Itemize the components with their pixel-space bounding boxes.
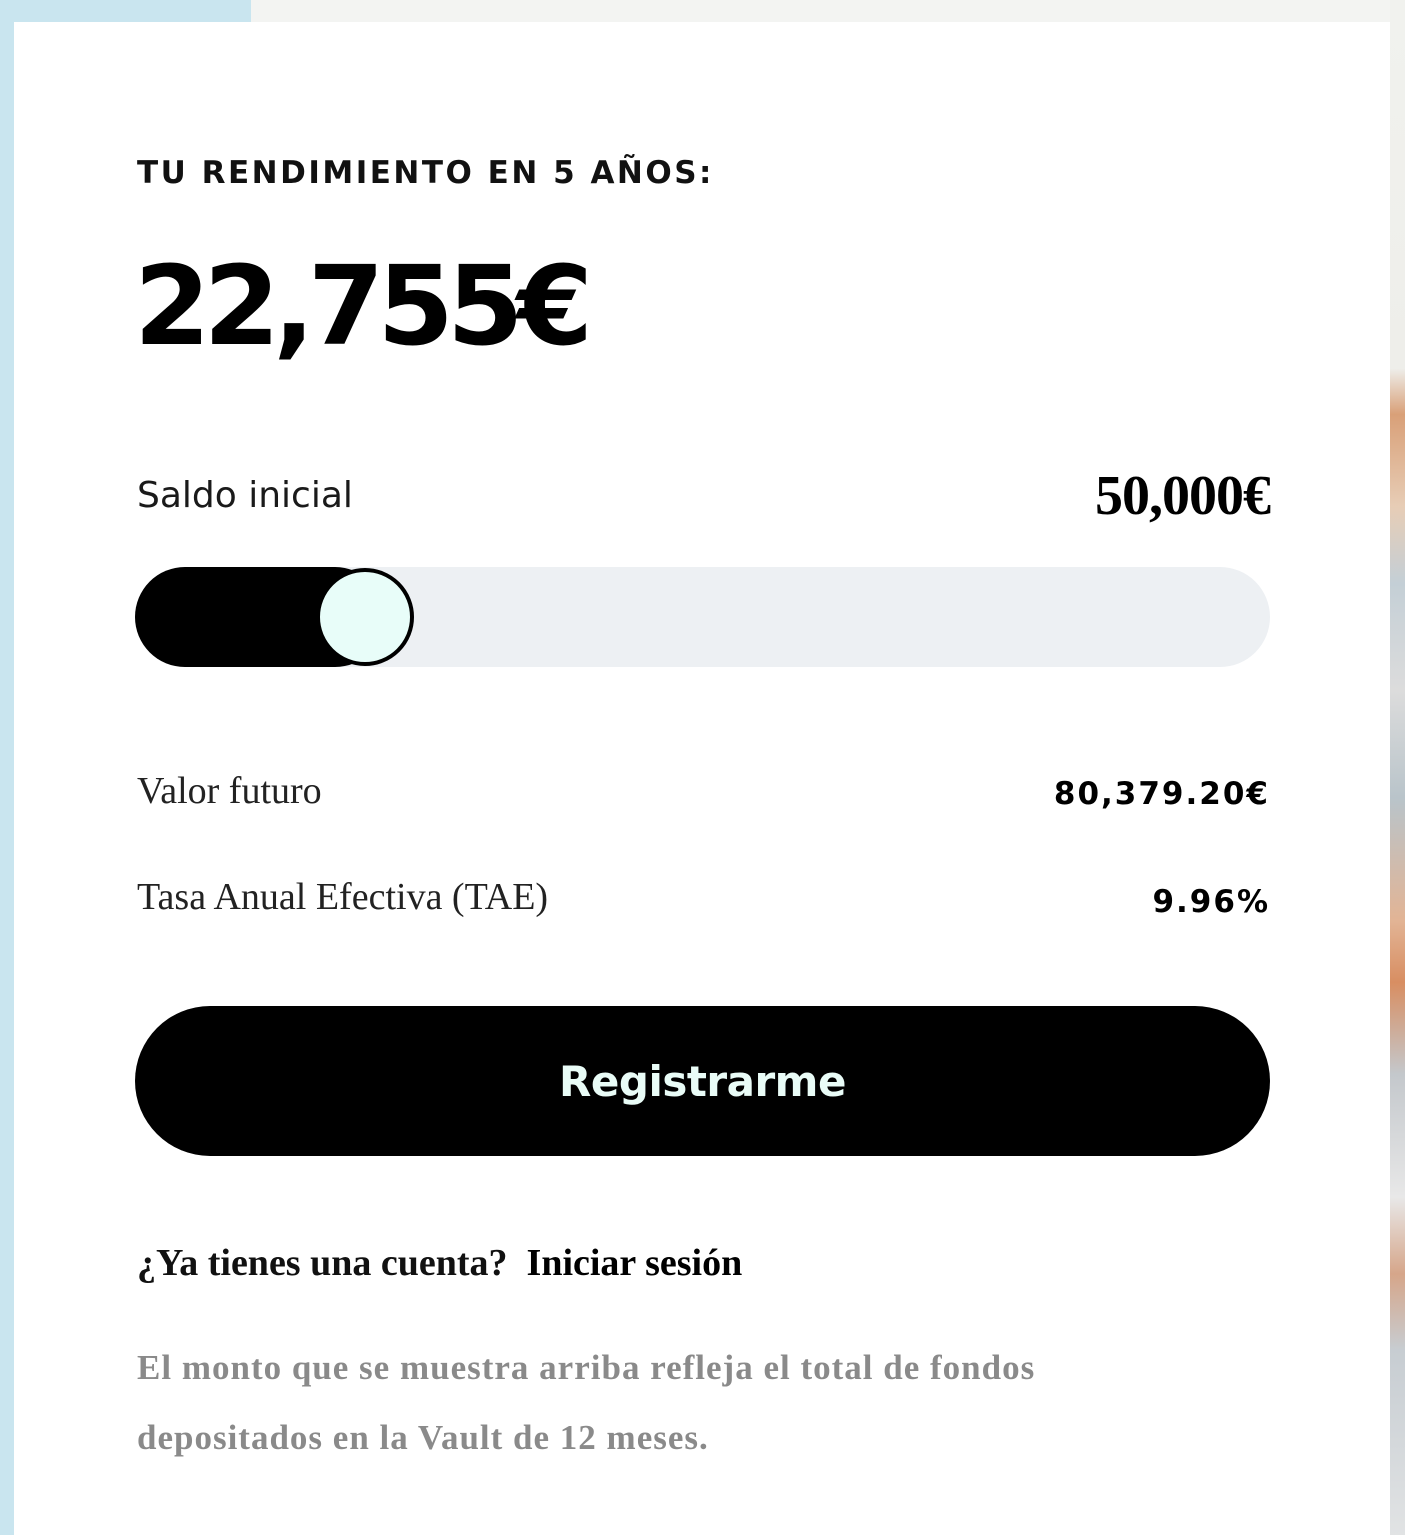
background-top-band — [0, 0, 251, 22]
slider-thumb[interactable] — [316, 568, 414, 666]
background-photo-edge — [1390, 0, 1405, 1535]
login-prompt: ¿Ya tienes una cuenta? — [137, 1242, 508, 1284]
apr-label: Tasa Anual Efectiva (TAE) — [137, 876, 549, 918]
register-button[interactable]: Registrarme — [135, 1006, 1270, 1156]
apr-value: 9.96% — [1152, 884, 1270, 920]
returns-heading: TU RENDIMIENTO EN 5 AÑOS: — [137, 155, 714, 191]
initial-balance-label: Saldo inicial — [137, 475, 353, 516]
future-value-amount: 80,379.20€ — [1053, 776, 1270, 812]
disclaimer — [137, 1333, 1137, 1473]
initial-balance-value: 50,000€ — [1095, 465, 1270, 527]
disclaimer-line-1: El monto que se muestra arriba refleja el total de fondos — [137, 1348, 1036, 1387]
return-amount: 22,755€ — [134, 242, 587, 370]
background-left-strip — [0, 0, 14, 1535]
login-prompt-line — [137, 1241, 742, 1285]
login-link[interactable]: Iniciar sesión — [526, 1242, 743, 1284]
disclaimer-line-2: depositados en la Vault de 12 meses. — [137, 1418, 709, 1457]
initial-balance-slider[interactable] — [135, 567, 1270, 667]
future-value-label: Valor futuro — [137, 770, 322, 812]
